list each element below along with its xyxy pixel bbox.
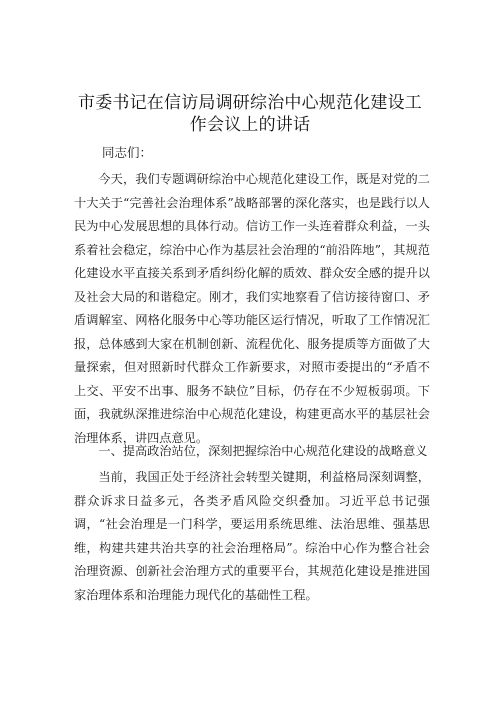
section-heading-1: 一、提高政治站位，深刻把握综治中心规范化建设的战略意义 — [98, 444, 428, 458]
paragraph-intro: 今天，我们专题调研综治中心规范化建设工作，既是对党的二十大关于“完善社会治理体系”战略部署的深化落实，也是践行以人民为中心发展思想的具体行动。信访工作一头连着群众利益，一头系着社会稳定，综治中心作为基层社会治理的“前沿阵地”，其规范化建设水平直接关系到矛盾纠纷化解的质效、群众安全感的提升以及社会大局的和谐稳定。刚才，我们实地察看了信访接待窗口、矛盾调解室、网格化服务中心等功能区运行情况，听取了工作情况汇报，总体感到大家在机制创新、流程优化、服务提质等方面做了大量探索，但对照新时代群众工作新要求，对照市委提出的“矛盾不上交、平安不出事、服务不缺位”目标，仍存在不少短板弱项。下面，我就纵深推进综治中心规范化建设，构建更高水平的基层社会治理体系，讲四点意见。 — [74, 172, 430, 445]
salutation: 同志们： — [102, 145, 153, 160]
paragraph-section-1: 当前，我国正处于经济社会转型关键期，利益格局深刻调整，群众诉求日益多元，各类矛盾风险交织叠加。习近平总书记强调，“社会治理是一门科学，要运用系统思维、法治思维、强基思维，构建共建共治共享的社会治理格局”。综治中心作为整合社会治理资源、创新社会治理方式的重要平台，其规范化建设是推进国家治理体系和治理能力现代化的基础性工程。 — [74, 470, 430, 602]
document-title-line-2: 作会议上的讲话 — [189, 115, 311, 135]
document-title-line-1: 市委书记在信访局调研综治中心规范化建设工 — [78, 93, 422, 113]
